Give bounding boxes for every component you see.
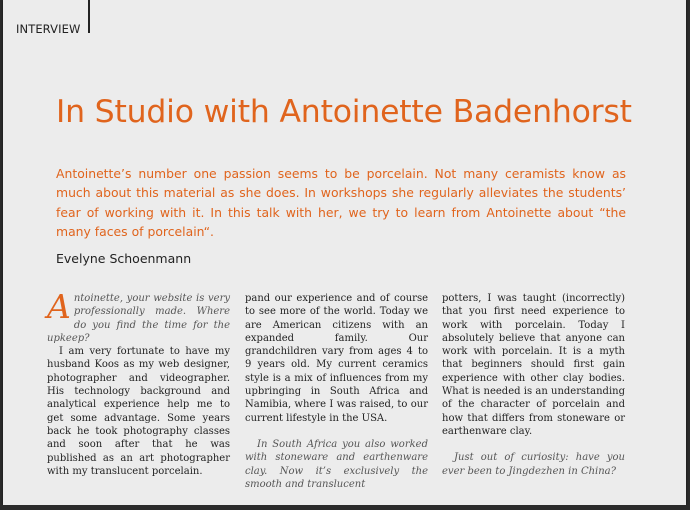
question-1 xyxy=(47,287,230,345)
text-column-3 xyxy=(442,292,625,478)
article-title: In Studio with Antoinette Badenhorst xyxy=(56,94,632,130)
article-intro: Antoinette’s number one passion seems to be porcelain. Not many ceramists know as much about this material as she does. In workshops she regularly alleviates the students’ fear of working with it. In this talk with her, we try to learn from Antoinette about “the many faces of porcelain“. xyxy=(56,166,626,239)
viewer-background-strip xyxy=(0,505,690,510)
section-label: INTERVIEW xyxy=(16,22,81,36)
magazine-page xyxy=(3,0,686,505)
answer-continued: pand our experience and of course to see more of the world. Today we are American citizens with an expanded family. Our grandchildren vary from ages 4 to 9 years old. My current ceramics style is a mix of influences from my upbringing in South Africa and Namibia, where I was raised, to our current lifestyle in the USA. xyxy=(245,293,428,424)
question-1-text: ntoinette, your website is very professionally made. Where do you find the time for the upkeep? xyxy=(47,293,230,344)
answer-2: potters, I was taught (incorrectly) that you first need experience to work with porcelain. Today I absolutely believe that anyone can work with porcelain. It is a myth that beginners should first gain experience with other clay bodies. What is needed is an understanding of the character of porcelain and how that differs from stoneware or earthenware clay. xyxy=(442,293,625,437)
drop-cap: A xyxy=(47,287,71,326)
text-column-1 xyxy=(47,287,230,478)
question-2: In South Africa you also worked with stoneware and earthenware clay. Now it’s exclusively the smooth and translucent xyxy=(245,438,428,490)
article-author: Evelyne Schoenmann xyxy=(56,251,192,266)
text-column-2 xyxy=(245,292,428,491)
question-3: Just out of curiosity: have you ever been to Jingdezhen in China? xyxy=(442,452,625,477)
section-divider xyxy=(88,0,90,33)
answer-1: I am very fortunate to have my husband Koos as my web designer, photographer and videographer. His technology background and analytical experience help me to get some advantage. Some years back he took photography classes and soon after that he was published as an art photographer with my translucent porcelain. xyxy=(47,346,230,477)
